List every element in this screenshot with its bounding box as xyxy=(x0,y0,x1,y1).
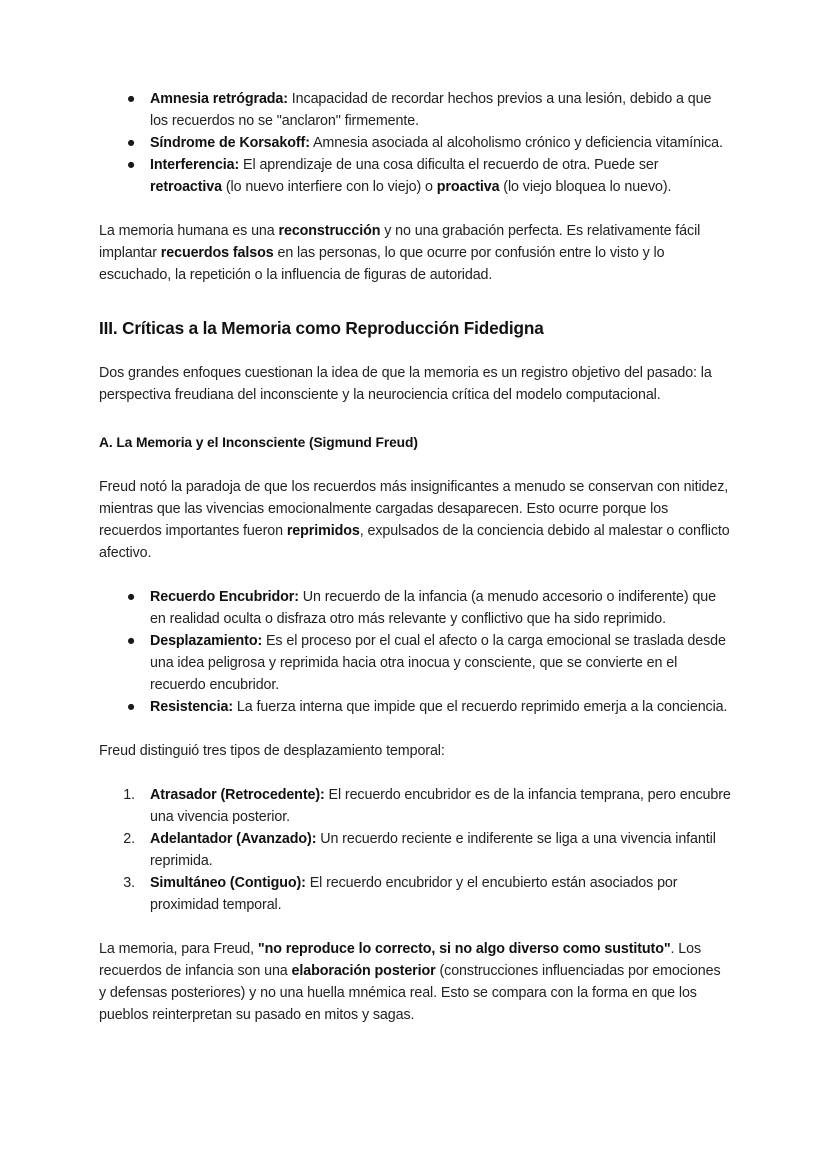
paragraph-emphasis: elaboración posterior xyxy=(291,963,436,979)
list-number: 3. xyxy=(123,875,135,891)
sub-heading: A. La Memoria y el Inconsciente (Sigmund Freud) xyxy=(99,435,418,450)
list-item-text-mid: (lo nuevo interfiere con lo viejo) o xyxy=(222,179,437,195)
freud-concepts-list xyxy=(99,586,731,718)
paragraph-text: y no una grabación perfecta. Es relativamente fácil implantar xyxy=(99,223,701,261)
list-item-term: Síndrome de Korsakoff: xyxy=(150,135,310,151)
list-item xyxy=(99,696,731,718)
list-item-text: La fuerza interna que impide que el recuerdo reprimido emerja a la conciencia. xyxy=(233,699,728,715)
memory-failures-list xyxy=(99,88,731,198)
spacer xyxy=(99,340,731,362)
paragraph-text: en las personas, lo que ocurre por confusión entre lo visto y lo escuchado, la repetición o la influencia de figuras de autoridad. xyxy=(99,245,665,283)
list-item-text: Incapacidad de recordar hechos previos a una lesión, debido a que los recuerdos no se "anclaron" firmemente. xyxy=(150,91,712,129)
list-item-text: Amnesia asociada al alcoholismo crónico y deficiencia vitamínica. xyxy=(309,135,723,151)
list-item-term: Desplazamiento: xyxy=(150,633,263,649)
bullet-icon: ● xyxy=(126,91,136,107)
paragraph-text: (construcciones influenciadas por emociones y defensas posteriores) y no una huella mnémica real. Esto se compara con la forma en que los pueblos reinterpretan su pasado en mitos y sagas. xyxy=(99,963,721,1023)
reconstruction-paragraph xyxy=(99,220,731,286)
spacer xyxy=(99,406,731,432)
paragraph-text: , expulsados de la conciencia debido al malestar o conflicto afectivo. xyxy=(99,523,730,561)
paragraph-emphasis: reprimidos xyxy=(286,523,360,539)
list-item-text: Es el proceso por el cual el afecto o la carga emocional se traslada desde una idea peligrosa y reprimida hacia otra inocua y consciente, que se convierte en el recuerdo encubridor. xyxy=(150,633,726,693)
list-item xyxy=(99,132,731,154)
paragraph-emphasis: reconstrucción xyxy=(278,223,381,239)
list-item xyxy=(99,828,731,872)
list-item xyxy=(99,88,731,132)
document-content xyxy=(99,88,731,1026)
spacer xyxy=(99,718,731,740)
list-item-term: Adelantador (Avanzado): xyxy=(150,831,317,847)
list-item-text: Un recuerdo de la infancia (a menudo accesorio o indiferente) que en realidad oculta o disfraza otro más relevante y conflictivo que ha sido reprimido. xyxy=(150,589,716,627)
spacer xyxy=(99,916,731,938)
conclusion-paragraph xyxy=(99,938,731,1026)
list-item-text: El aprendizaje de una cosa dificulta el recuerdo de otra. Puede ser xyxy=(239,157,659,173)
paragraph-text: La memoria, para Freud, xyxy=(99,941,258,957)
list-item-text: El recuerdo encubridor y el encubierto están asociados por proximidad temporal. xyxy=(150,875,678,913)
bullet-icon: ● xyxy=(126,699,136,715)
list-item-term: Atrasador (Retrocedente): xyxy=(150,787,325,803)
displacement-types-list xyxy=(99,784,731,916)
list-item-text: El recuerdo encubridor es de la infancia temprana, pero encubre una vivencia posterior. xyxy=(150,787,731,825)
list-item xyxy=(99,784,731,828)
spacer xyxy=(99,454,731,476)
list-item-emphasis: proactiva xyxy=(436,179,500,195)
spacer xyxy=(99,198,731,220)
paragraph-text: Freud notó la paradoja de que los recuerdos más insignificantes a menudo se conservan con nitidez, mientras que las vivencias emocionalmente cargadas desaparecen. Esto ocurre porque los recuerdos importantes fueron xyxy=(99,479,729,539)
intro-paragraph: Dos grandes enfoques cuestionan la idea de que la memoria es un registro objetivo del pasado: la perspectiva freudiana del inconsciente y la neurociencia crítica del modelo computacional. xyxy=(99,365,712,403)
paragraph-quote: "no reproduce lo correcto, si no algo diverso como sustituto" xyxy=(257,941,671,957)
list-item-text-end: (lo viejo bloquea lo nuevo). xyxy=(499,179,672,195)
list-item-term: Interferencia: xyxy=(150,157,240,173)
bullet-icon: ● xyxy=(126,589,136,605)
list-item xyxy=(99,586,731,630)
paragraph-text: La memoria humana es una xyxy=(99,223,279,239)
paragraph-text: . Los recuerdos de infancia son una xyxy=(99,941,702,979)
list-number: 1. xyxy=(123,787,135,803)
list-number: 2. xyxy=(123,831,135,847)
spacer xyxy=(99,564,731,586)
list-item-text: Un recuerdo reciente e indiferente se liga a una vivencia infantil reprimida. xyxy=(150,831,716,869)
list-item-term: Resistencia: xyxy=(150,699,234,715)
bullet-icon: ● xyxy=(126,135,136,151)
list-item xyxy=(99,872,731,916)
spacer xyxy=(99,286,731,316)
bullet-icon: ● xyxy=(126,633,136,649)
bullet-icon: ● xyxy=(126,157,136,173)
list-item xyxy=(99,154,731,198)
list-item xyxy=(99,630,731,696)
freud-paragraph xyxy=(99,476,731,564)
spacer xyxy=(99,762,731,784)
section-heading: III. Críticas a la Memoria como Reproducción Fidedigna xyxy=(99,318,544,338)
paragraph-emphasis: recuerdos falsos xyxy=(160,245,274,261)
list-item-term: Simultáneo (Contiguo): xyxy=(150,875,306,891)
displacement-intro-paragraph: Freud distinguió tres tipos de desplazamiento temporal: xyxy=(99,743,445,759)
list-item-term: Recuerdo Encubridor: xyxy=(150,589,299,605)
list-item-emphasis: retroactiva xyxy=(150,179,223,195)
list-item-term: Amnesia retrógrada: xyxy=(150,91,288,107)
